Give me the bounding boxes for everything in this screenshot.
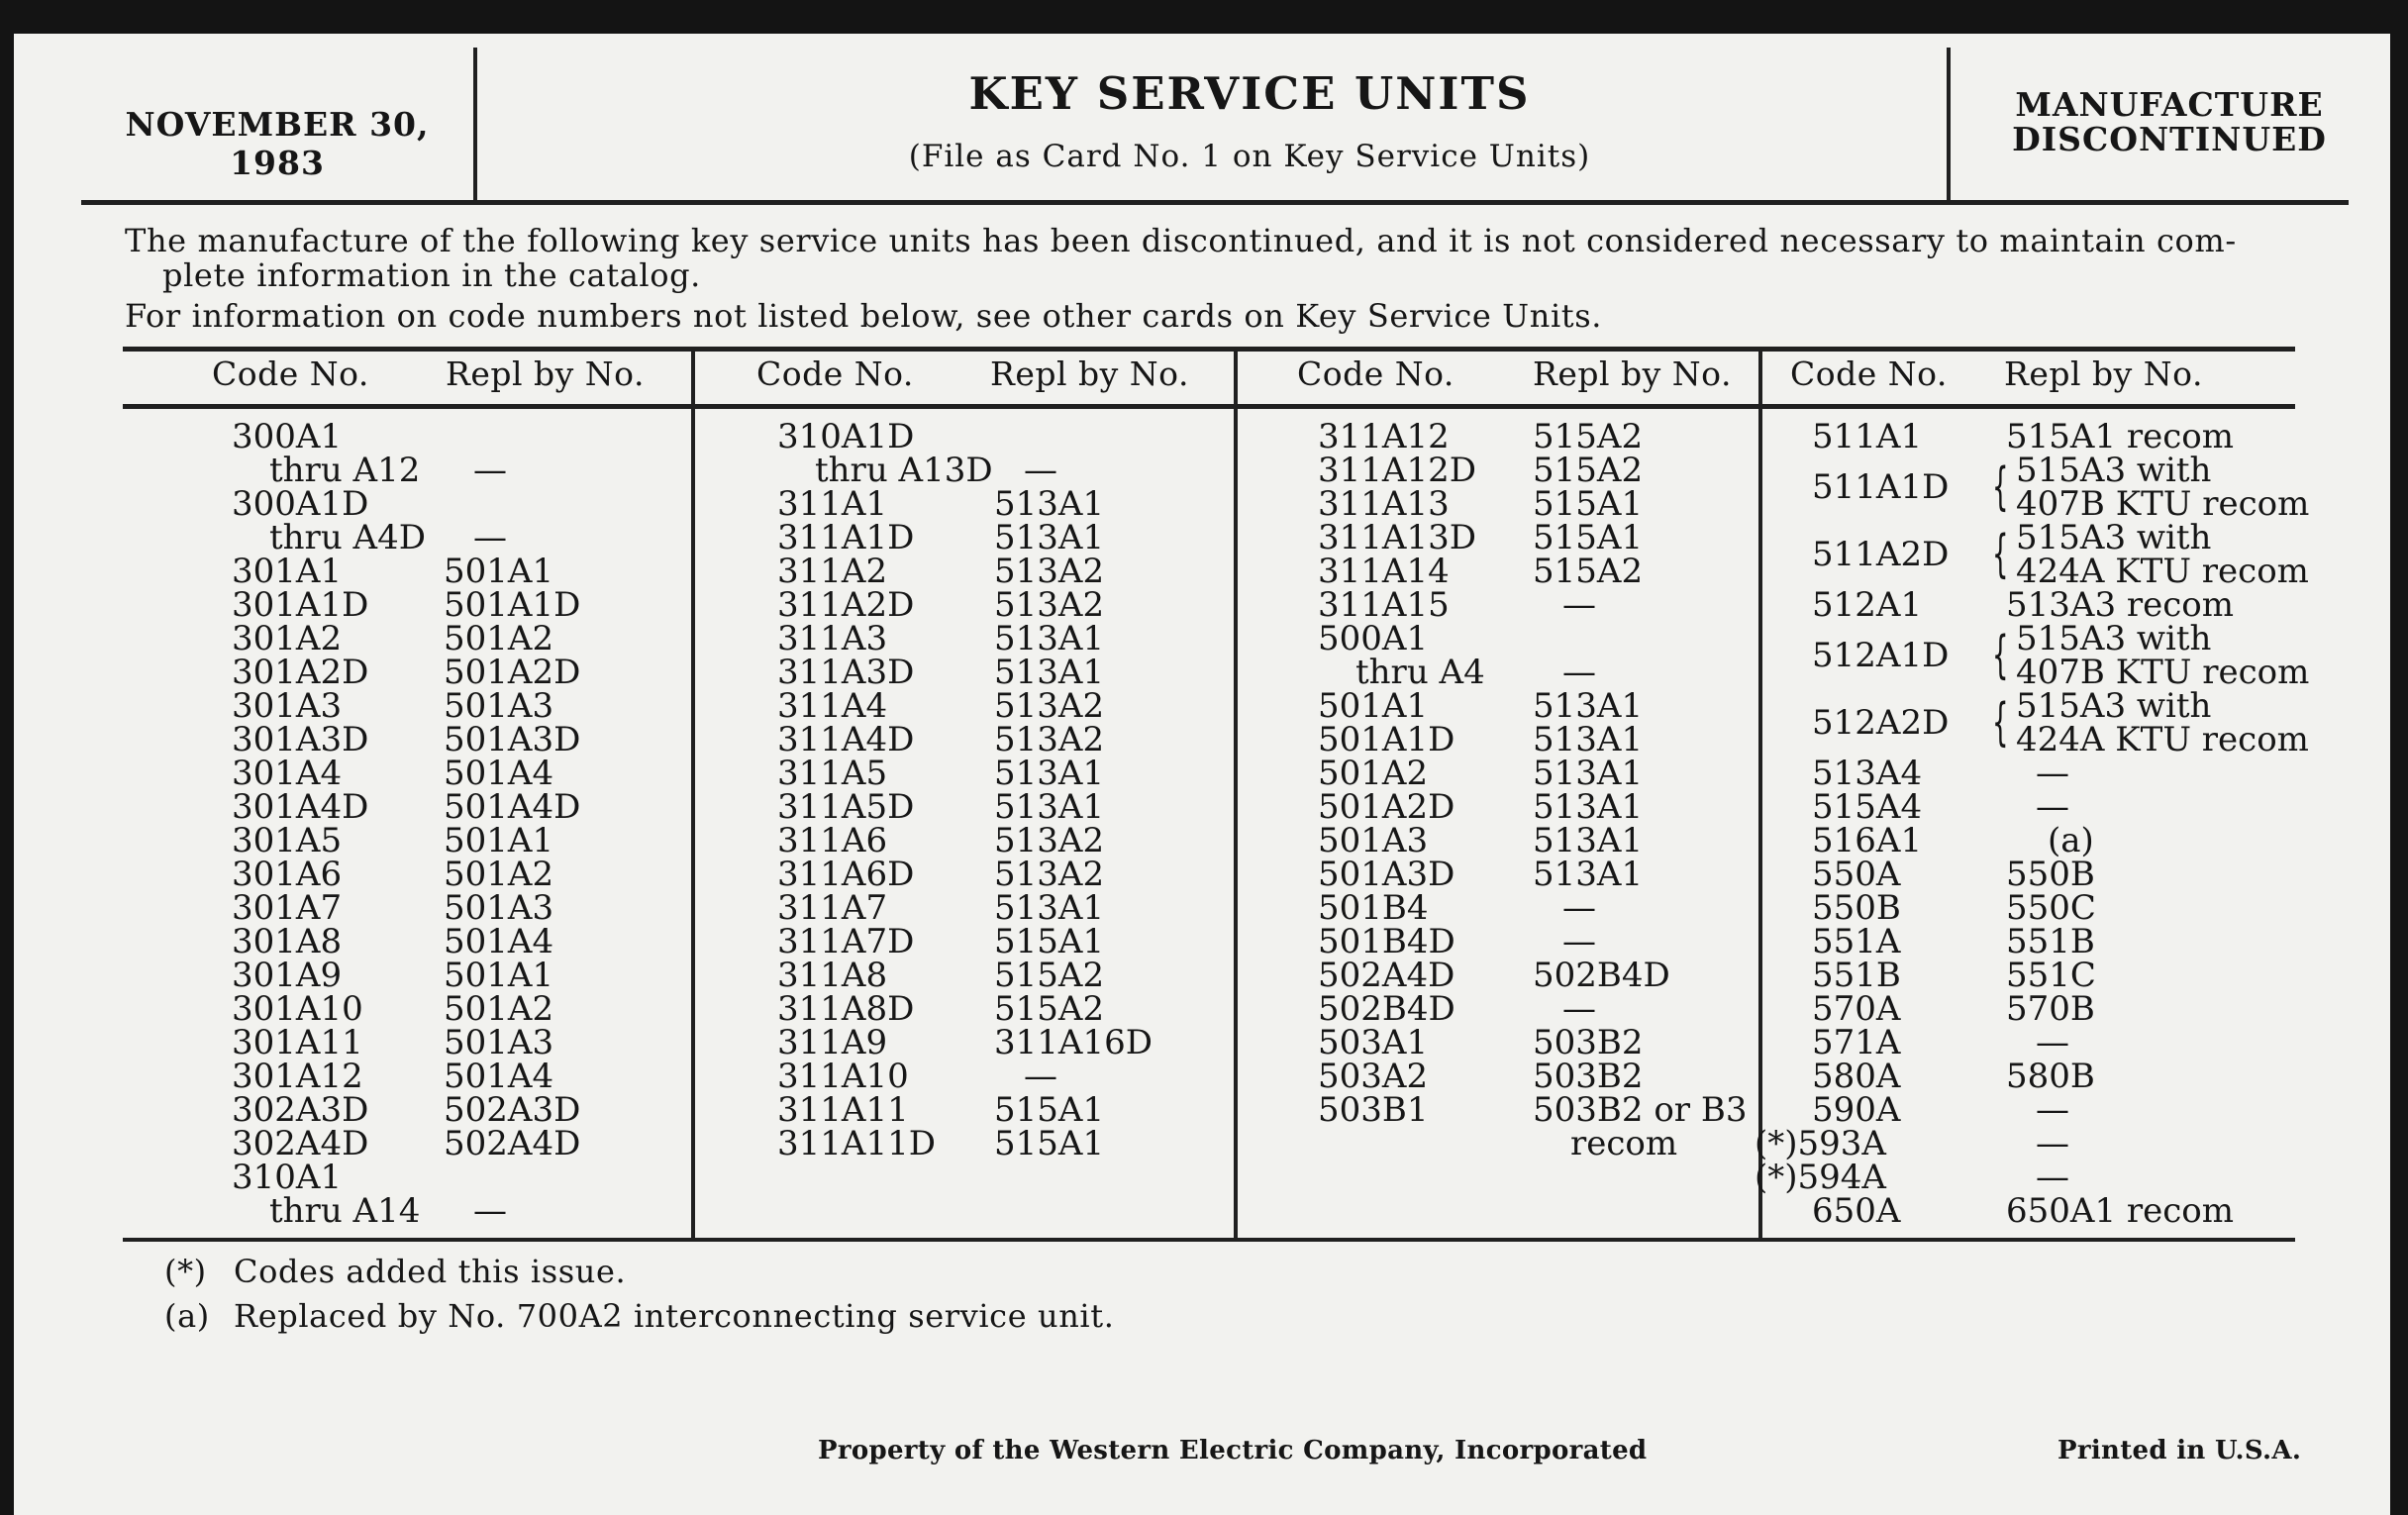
replacement-cell: 501A4D (444, 787, 581, 827)
replacement-cell: 515A3 with (2016, 518, 2212, 557)
replacement-cell: 501A4 (444, 754, 554, 793)
status-line: MANUFACTURE (2015, 85, 2324, 124)
property-notice: Property of the Western Electric Company, Incorporated (818, 1436, 1648, 1465)
code-cell: thru A13D (815, 451, 993, 490)
code-cell: 650A (1812, 1191, 1901, 1231)
code-cell: 301A7 (232, 888, 343, 928)
code-cell: 515A4 (1812, 787, 1923, 827)
column-divider (691, 347, 695, 1242)
replacement-cell: — (2036, 1090, 2069, 1130)
code-cell: 301A6 (232, 855, 343, 894)
replacement-cell: — (473, 451, 507, 490)
replacement-cell: 501A2 (444, 619, 554, 658)
replacement-cell: 513A1 (994, 888, 1105, 928)
replacement-cell: 515A1 (994, 1090, 1105, 1130)
replacement-cell: 501A1D (444, 585, 581, 625)
printed-notice: Printed in U.S.A. (2057, 1436, 2302, 1465)
code-cell: 310A1D (777, 417, 915, 456)
code-cell: 311A6 (777, 821, 888, 860)
code-cell: 502A4D (1318, 956, 1455, 995)
code-cell: 310A1 (232, 1158, 343, 1197)
card-header (81, 48, 2349, 205)
code-cell: 503A1 (1318, 1023, 1429, 1062)
code-cell: 311A4 (777, 686, 888, 726)
replacement-cell: — (473, 518, 507, 557)
replacement-cell: 515A3 with (2016, 619, 2212, 658)
code-cell: 511A1D (1812, 467, 1950, 507)
replacement-cell: 513A1 (1533, 855, 1644, 894)
code-cell: 311A2 (777, 552, 888, 591)
code-cell: 301A4 (232, 754, 343, 793)
intro-text (125, 224, 2311, 334)
footnote-text: Codes added this issue. (234, 1253, 627, 1290)
replacement-cell: 501A1 (444, 552, 554, 591)
code-cell: 301A4D (232, 787, 369, 827)
replacement-cell: 502B4D (1533, 956, 1670, 995)
code-column-header: Code No. (212, 354, 369, 393)
code-cell: 511A1 (1812, 417, 1923, 456)
code-cell: 302A4D (232, 1124, 369, 1163)
replacement-cell: 513A2 (994, 720, 1105, 759)
footnote-text: Replaced by No. 700A2 interconnecting service unit. (234, 1297, 1115, 1335)
replacement-cell: 515A2 (994, 989, 1105, 1029)
code-cell: (*)594A (1755, 1158, 1886, 1197)
code-cell: 311A12 (1318, 417, 1450, 456)
replacement-cell: 501A2 (444, 855, 554, 894)
replacement-cell: 515A1 recom (2006, 417, 2235, 456)
code-cell: 311A11D (777, 1124, 936, 1163)
replacement-cell: 515A1 (1533, 518, 1644, 557)
card-subtitle: (File as Card No. 1 on Key Service Units) (908, 139, 1591, 174)
code-cell: 503A2 (1318, 1057, 1429, 1096)
replacement-cell: — (2036, 787, 2069, 827)
replacement-cell: 515A3 with (2016, 451, 2212, 490)
code-cell: 511A2D (1812, 535, 1950, 574)
replacement-cell: 424A KTU recom (2016, 720, 2309, 759)
code-cell: 501A3D (1318, 855, 1455, 894)
replacement-cell: 550C (2006, 888, 2096, 928)
code-cell: 311A9 (777, 1023, 888, 1062)
replacement-cell: 515A2 (1533, 417, 1644, 456)
code-cell: 551A (1812, 922, 1901, 961)
replacement-cell: 513A2 (994, 821, 1105, 860)
replacement-cell: 515A2 (1533, 451, 1644, 490)
replacement-cell: — (1562, 989, 1596, 1029)
replacement-cell: 501A4 (444, 922, 554, 961)
replacement-cell: 650A1 recom (2006, 1191, 2235, 1231)
code-cell: 502B4D (1318, 989, 1455, 1029)
intro-line: The manufacture of the following key service units has been discontinued, and it is not considered necessary to maintain com- (125, 222, 2237, 259)
replacement-cell: 513A1 (994, 754, 1105, 793)
code-cell: 503B1 (1318, 1090, 1429, 1130)
code-cell: 311A14 (1318, 552, 1450, 591)
replacement-cell: 513A1 (994, 518, 1105, 557)
replacement-cell: (a) (2048, 821, 2094, 860)
replacement-cell: 551C (2006, 956, 2096, 995)
replacement-cell: 501A1 (444, 821, 554, 860)
code-cell: 501A1D (1318, 720, 1455, 759)
replacement-cell: 513A2 (994, 585, 1105, 625)
table-rule (123, 347, 2295, 352)
replacement-cell: — (1562, 922, 1596, 961)
code-cell: 512A1D (1812, 636, 1950, 675)
code-cell: 501B4D (1318, 922, 1455, 961)
code-cell: 513A4 (1812, 754, 1923, 793)
code-cell: 580A (1812, 1057, 1901, 1096)
replacement-cell: 550B (2006, 855, 2095, 894)
replacement-cell: 513A2 (994, 552, 1105, 591)
replacement-cell: 501A1 (444, 956, 554, 995)
replacement-cell: 513A3 recom (2006, 585, 2235, 625)
status-line: DISCONTINUED (2012, 120, 2327, 158)
brace-glyph: { (1992, 525, 2009, 584)
column-divider (1758, 347, 1762, 1242)
replacement-cell: 501A2D (444, 653, 581, 692)
replacement-cell: 513A1 (994, 484, 1105, 524)
replacement-cell: 513A1 (994, 787, 1105, 827)
replacement-cell: 424A KTU recom (2016, 552, 2309, 591)
code-cell: 501A1 (1318, 686, 1429, 726)
code-cell: 311A5D (777, 787, 915, 827)
code-cell: 311A13D (1318, 518, 1476, 557)
code-cell: thru A4D (269, 518, 426, 557)
code-cell: 311A3D (777, 653, 915, 692)
replacement-cell: — (1562, 888, 1596, 928)
issue-date: NOVEMBER 30, 1983 (125, 105, 430, 182)
replacement-cell: 513A1 (1533, 821, 1644, 860)
code-column-header: Code No. (1297, 354, 1455, 393)
replacement-cell: 503B2 (1533, 1057, 1644, 1096)
code-cell: 301A3 (232, 686, 343, 726)
repl-column-header: Repl by No. (446, 354, 645, 393)
code-cell: 311A13 (1318, 484, 1450, 524)
code-cell: 301A1D (232, 585, 369, 625)
code-cell: 301A11 (232, 1023, 363, 1062)
replacement-cell: 513A1 (1533, 787, 1644, 827)
replacement-cell: 515A1 (1533, 484, 1644, 524)
code-cell: 512A1 (1812, 585, 1923, 625)
replacement-cell: — (1562, 585, 1596, 625)
code-cell: 301A5 (232, 821, 343, 860)
replacement-cell: 515A2 (1533, 552, 1644, 591)
code-cell: 311A6D (777, 855, 915, 894)
replacement-cell: 515A1 (994, 1124, 1105, 1163)
brace-glyph: { (1992, 457, 2009, 517)
replacement-cell: 513A1 (994, 619, 1105, 658)
replacement-cell: 501A3 (444, 888, 554, 928)
replacement-cell: — (2036, 1124, 2069, 1163)
code-cell: 301A3D (232, 720, 369, 759)
replacement-cell: 503B2 (1533, 1023, 1644, 1062)
replacement-cell: 501A3 (444, 686, 554, 726)
replacement-cell: — (473, 1191, 507, 1231)
code-cell: 301A12 (232, 1057, 363, 1096)
replacement-cell: 501A3D (444, 720, 581, 759)
replacement-cell: 407B KTU recom (2016, 653, 2310, 692)
replacement-cell: 501A4 (444, 1057, 554, 1096)
replacement-cell: 513A1 (1533, 754, 1644, 793)
replacement-cell: 501A3 (444, 1023, 554, 1062)
code-cell: 302A3D (232, 1090, 369, 1130)
brace-glyph: { (1992, 626, 2009, 685)
code-cell: 311A12D (1318, 451, 1476, 490)
table-rule (123, 1238, 2295, 1242)
footnote (164, 1250, 1115, 1294)
code-cell: 311A15 (1318, 585, 1450, 625)
replacement-cell: 407B KTU recom (2016, 484, 2310, 524)
replacement-cell: — (2036, 754, 2069, 793)
code-cell: 590A (1812, 1090, 1901, 1130)
replacement-cell: 570B (2006, 989, 2095, 1029)
code-cell: 571A (1812, 1023, 1901, 1062)
footnotes (164, 1250, 1115, 1339)
code-cell: 500A1 (1318, 619, 1429, 658)
replacement-cell: 503B2 or B3 (1533, 1090, 1748, 1130)
footnote-key: (a) (164, 1297, 210, 1335)
replacement-cell: 551B (2006, 922, 2095, 961)
code-cell: 311A1D (777, 518, 915, 557)
code-cell: 550B (1812, 888, 1901, 928)
code-cell: 311A4D (777, 720, 915, 759)
replacement-cell: 513A1 (1533, 720, 1644, 759)
code-cell: 311A2D (777, 585, 915, 625)
header-divider (473, 48, 477, 200)
replacement-cell: 502A4D (444, 1124, 581, 1163)
code-cell: 311A11 (777, 1090, 909, 1130)
code-cell: thru A4 (1355, 653, 1485, 692)
code-table (123, 347, 2310, 1242)
replacement-cell: 502A3D (444, 1090, 581, 1130)
code-cell: 501A2 (1318, 754, 1429, 793)
code-cell: 301A10 (232, 989, 363, 1029)
status-label (1990, 87, 2349, 156)
code-cell: 516A1 (1812, 821, 1923, 860)
code-cell: thru A12 (269, 451, 421, 490)
code-cell: 501A2D (1318, 787, 1455, 827)
repl-column-header: Repl by No. (1533, 354, 1732, 393)
replacement-cell: — (2036, 1023, 2069, 1062)
replacement-cell: 513A1 (994, 653, 1105, 692)
code-cell: 512A2D (1812, 703, 1950, 743)
code-cell: 311A5 (777, 754, 888, 793)
code-cell: 311A8D (777, 989, 915, 1029)
intro-line: For information on code numbers not listed below, see other cards on Key Service Units. (125, 297, 1603, 335)
brace-glyph: { (1992, 693, 2009, 753)
code-cell: 501B4 (1318, 888, 1429, 928)
replacement-cell: — (1024, 1057, 1057, 1096)
replacement-cell: 501A2 (444, 989, 554, 1029)
intro-line: plete information in the catalog. (162, 256, 701, 294)
code-cell: 300A1D (232, 484, 369, 524)
replacement-cell: 513A2 (994, 686, 1105, 726)
code-cell: 301A9 (232, 956, 343, 995)
replacement-cell: 515A1 (994, 922, 1105, 961)
code-cell: 550A (1812, 855, 1901, 894)
repl-column-header: Repl by No. (990, 354, 1189, 393)
code-cell: 301A2 (232, 619, 343, 658)
code-cell: 570A (1812, 989, 1901, 1029)
code-column-header: Code No. (756, 354, 914, 393)
code-cell: 311A7D (777, 922, 915, 961)
code-cell: 501A3 (1318, 821, 1429, 860)
card-title: KEY SERVICE UNITS (968, 67, 1531, 120)
code-cell: 311A10 (777, 1057, 909, 1096)
code-cell: 300A1 (232, 417, 343, 456)
replacement-cell: recom (1570, 1124, 1678, 1163)
code-cell: 301A8 (232, 922, 343, 961)
replacement-cell: 515A3 with (2016, 686, 2212, 726)
code-cell: 301A1 (232, 552, 343, 591)
code-column-header: Code No. (1790, 354, 1948, 393)
replacement-cell: 513A2 (994, 855, 1105, 894)
replacement-cell: 311A16D (994, 1023, 1153, 1062)
column-divider (1234, 347, 1238, 1242)
replacement-cell: 580B (2006, 1057, 2095, 1096)
replacement-cell: — (1562, 653, 1596, 692)
footnote (164, 1294, 1115, 1339)
table-rule (123, 404, 2295, 409)
replacement-cell: 513A1 (1533, 686, 1644, 726)
replacement-cell: 515A2 (994, 956, 1105, 995)
footnote-key: (*) (164, 1253, 207, 1290)
code-cell: 301A2D (232, 653, 369, 692)
repl-column-header: Repl by No. (2004, 354, 2203, 393)
replacement-cell: — (2036, 1158, 2069, 1197)
code-cell: 311A1 (777, 484, 888, 524)
code-cell: (*)593A (1755, 1124, 1886, 1163)
replacement-cell: — (1024, 451, 1057, 490)
code-cell: 311A8 (777, 956, 888, 995)
code-cell: 311A7 (777, 888, 888, 928)
code-cell: thru A14 (269, 1191, 421, 1231)
header-divider (1947, 48, 1951, 200)
code-cell: 551B (1812, 956, 1901, 995)
code-cell: 311A3 (777, 619, 888, 658)
